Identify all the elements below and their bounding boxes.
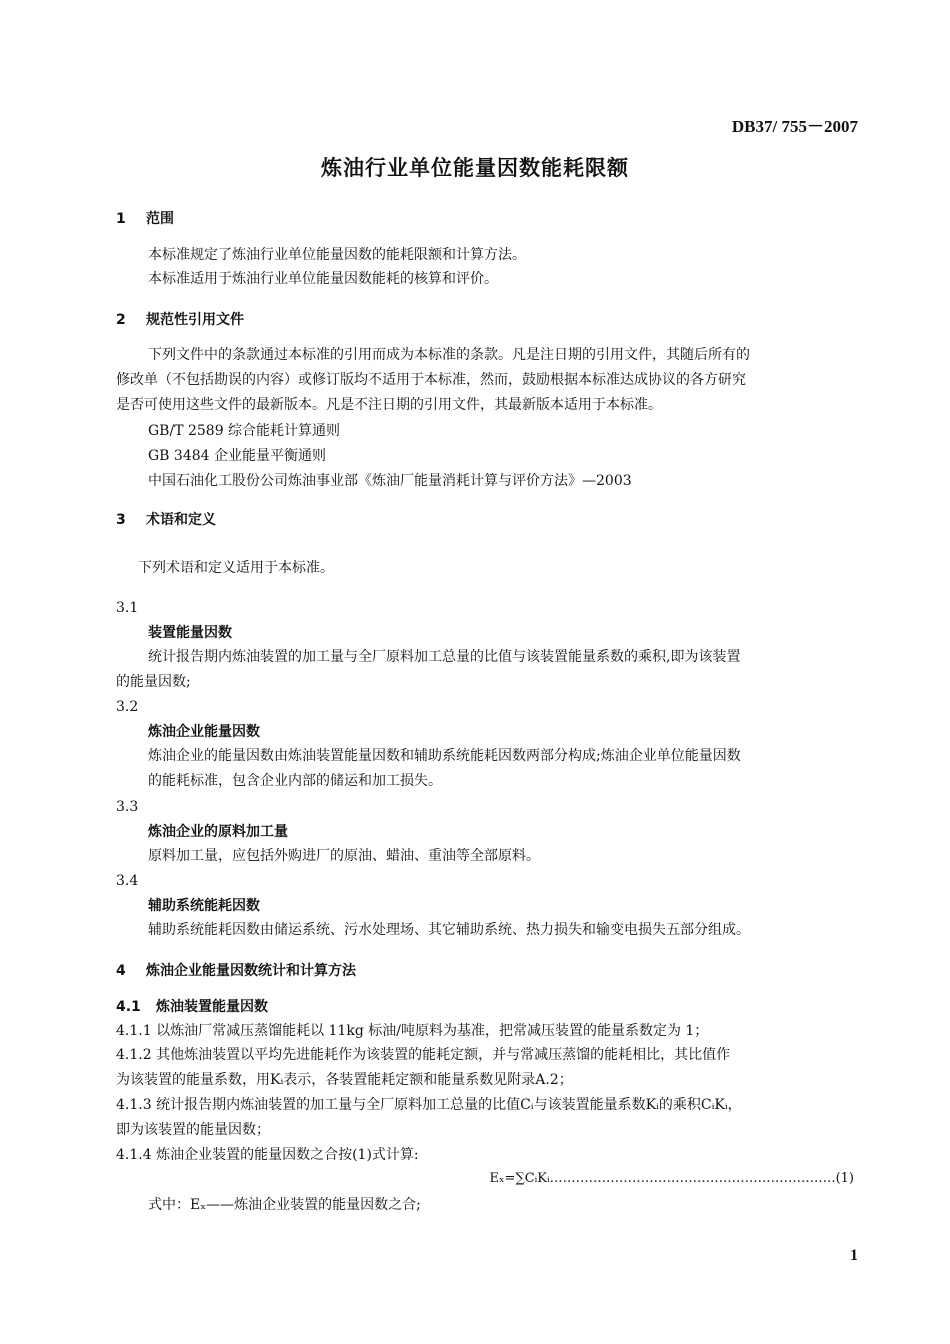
section-number: 3 — [116, 512, 126, 528]
term-definition-line: 的能量因数; — [116, 674, 191, 690]
formula-1: Eₓ=∑CᵢKᵢ…………………………………………………………(1) — [489, 1171, 854, 1186]
subsection-4-1-heading — [116, 996, 268, 1016]
s1-paragraph-1: 本标准规定了炼油行业单位能量因数的能耗限额和计算方法。 — [148, 247, 526, 263]
term-definition-line: 的能耗标准，包含企业内部的储运和加工损失。 — [148, 773, 442, 789]
section-title: 术语和定义 — [146, 512, 216, 528]
document-title: 炼油行业单位能量因数能耗限额 — [321, 156, 629, 180]
clause-4-1-2-line: 为该装置的能量系数，用Kᵢ表示，各装置能耗定额和能量系数见附录A.2； — [116, 1072, 573, 1088]
clause-4-1-3-line: 即为该装置的能量因数； — [116, 1122, 270, 1138]
term-number: 3.1 — [116, 600, 139, 616]
section-number: 2 — [116, 312, 126, 328]
term-name: 辅助系统能耗因数 — [148, 898, 260, 914]
term-definition-line: 原料加工量，应包括外购进厂的原油、蜡油、重油等全部原料。 — [148, 848, 540, 864]
clause-4-1-1: 4.1.1 以炼油厂常减压蒸馏能耗以 11kg 标油/吨原料为基准，把常减压装置的能量系数定为 1； — [116, 1023, 709, 1039]
section-2-heading — [116, 309, 244, 329]
section-number: 1 — [116, 211, 126, 227]
standard-number: DB37/ 755－2007 — [731, 117, 858, 136]
section-3-heading — [116, 509, 216, 529]
s3-intro: 下列术语和定义适用于本标准。 — [138, 560, 334, 576]
formula-where: 式中：Eₓ——炼油企业装置的能量因数之合; — [148, 1197, 421, 1213]
term-definition-line: 辅助系统能耗因数由储运系统、污水处理场、其它辅助系统、热力损失和输变电损失五部分组成。 — [148, 922, 750, 938]
term-name: 炼油企业能量因数 — [148, 724, 260, 740]
page-number: 1 — [850, 1247, 858, 1264]
term-name: 装置能量因数 — [148, 625, 232, 641]
section-4-heading — [116, 960, 356, 980]
section-1-heading — [116, 208, 174, 228]
term-name: 炼油企业的原料加工量 — [148, 824, 288, 840]
term-number: 3.3 — [116, 799, 139, 815]
section-title: 范围 — [146, 211, 174, 227]
term-definition-line: 统计报告期内炼油装置的加工量与全厂原料加工总量的比值与该装置能量系数的乘积,即为该装置 — [148, 649, 741, 665]
term-number: 3.4 — [116, 873, 139, 889]
s2-paragraph-line: 下列文件中的条款通过本标准的引用而成为本标准的条款。凡是注日期的引用文件，其随后所有的 — [148, 347, 750, 363]
clause-4-1-4: 4.1.4 炼油企业装置的能量因数之合按(1)式计算: — [116, 1147, 419, 1163]
s2-paragraph-line: 是否可使用这些文件的最新版本。凡是不注日期的引用文件，其最新版本适用于本标准。 — [116, 397, 662, 413]
clause-4-1-2-line: 4.1.2 其他炼油装置以平均先进能耗作为该装置的能耗定额，并与常减压蒸馏的能耗相比，其比值作 — [116, 1047, 731, 1063]
section-title: 炼油企业能量因数统计和计算方法 — [146, 963, 356, 979]
reference-item: 中国石油化工股份公司炼油事业部《炼油厂能量消耗计算与评价方法》—2003 — [148, 473, 632, 489]
s1-paragraph-2: 本标准适用于炼油行业单位能量因数能耗的核算和评价。 — [148, 271, 498, 287]
subsection-title: 炼油装置能量因数 — [156, 999, 268, 1015]
term-number: 3.2 — [116, 699, 139, 715]
s2-paragraph-line: 修改单（不包括勘误的内容）或修订版均不适用于本标准，然而，鼓励根据本标准达成协议的各方研究 — [116, 372, 746, 388]
clause-4-1-3-line: 4.1.3 统计报告期内炼油装置的加工量与全厂原料加工总量的比值Cᵢ与该装置能量系数Kᵢ的乘积CᵢKᵢ， — [116, 1097, 742, 1113]
reference-item: GB 3484 企业能量平衡通则 — [148, 448, 327, 464]
reference-item: GB/T 2589 综合能耗计算通则 — [148, 423, 341, 439]
section-title: 规范性引用文件 — [146, 312, 244, 328]
section-number: 4 — [116, 963, 126, 979]
term-definition-line: 炼油企业的能量因数由炼油装置能量因数和辅助系统能耗因数两部分构成;炼油企业单位能量因数 — [148, 748, 741, 764]
subsection-number: 4.1 — [116, 999, 141, 1015]
